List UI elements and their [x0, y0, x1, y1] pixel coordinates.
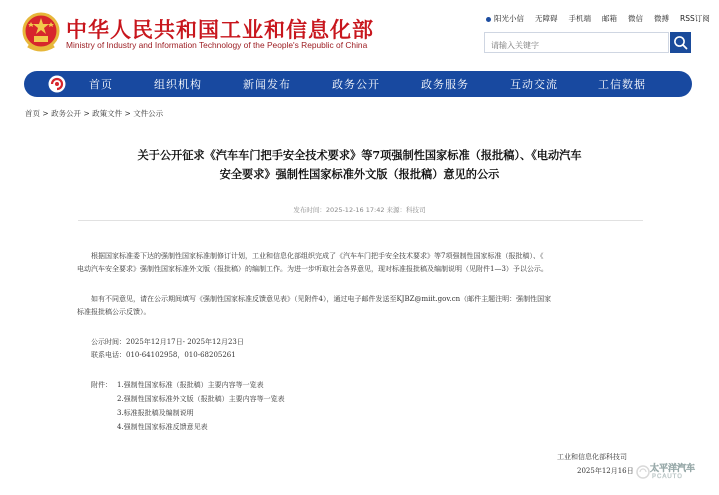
- nav-gov-services[interactable]: 政务服务: [421, 78, 469, 91]
- national-emblem-icon: [22, 12, 60, 52]
- attachment-link-4[interactable]: 4.强制性国家标准反馈意见表: [117, 423, 208, 431]
- article-title-line-2: 安全要求》强制性国家标准外文版（报批稿）意见的公示: [219, 167, 500, 181]
- site-title-en: Ministry of Industry and Information Technology of the People's Republic of China: [66, 40, 368, 50]
- top-link-accessibility[interactable]: 无障碍: [535, 14, 558, 23]
- sunshine-icon: [486, 17, 491, 22]
- watermark-text: 太平洋汽车: [650, 464, 696, 474]
- attachment-link-3[interactable]: 3.标准报批稿及编制说明: [117, 409, 194, 417]
- article-title-line-1: 关于公开征求《汽车车门把手安全技术要求》等7项强制性国家标准（报批稿）、《电动汽车: [137, 148, 582, 162]
- nav-organization[interactable]: 组织机构: [154, 78, 202, 91]
- breadcrumb-policy-files[interactable]: 政策文件: [92, 109, 123, 118]
- paragraph-1-line-1: 根据国家标准委下达的强制性国家标准制修订计划，工业和信息化部组织完成了《汽车车门把手安全技术要求》等7项强制性国家标准（报批稿）、《: [91, 252, 544, 260]
- top-link-sunshine[interactable]: 阳光小信: [486, 13, 524, 24]
- top-links: [486, 13, 710, 24]
- paragraph-2-line-1: 如有不同意见，请在公示期间填写《强制性国家标准反馈意见表》（见附件4），通过电子邮件发送至KJBZ@miit.gov.cn（邮件主题注明：强制性国家: [91, 295, 552, 303]
- article-meta: 发布时间：2025-12-16 17:42 来源：科技司: [293, 206, 426, 214]
- notice-period: 公示时间：2025年12月17日- 2025年12月23日: [91, 338, 244, 346]
- nav-interaction[interactable]: 互动交流: [510, 78, 558, 91]
- attachment-link-1[interactable]: 1.强制性国家标准（报批稿）主要内容等一览表: [117, 381, 264, 389]
- signature-org: 工业和信息化部科技司: [557, 453, 627, 461]
- attachments-label: 附件：: [91, 381, 112, 389]
- search-field: [484, 32, 669, 53]
- breadcrumb-gov-affairs[interactable]: 政务公开: [51, 109, 82, 118]
- breadcrumb-separator: >: [40, 109, 52, 118]
- top-link-weibo[interactable]: 微搏: [654, 14, 669, 23]
- divider: [78, 220, 643, 221]
- nav-gov-affairs[interactable]: 政务公开: [332, 78, 380, 91]
- top-link-wechat[interactable]: 微信: [628, 14, 643, 23]
- top-link-mail[interactable]: 邮箱: [602, 14, 617, 23]
- breadcrumb-file-notice[interactable]: 文件公示: [133, 109, 164, 118]
- search-input[interactable]: [485, 36, 668, 55]
- search-icon: [670, 32, 691, 53]
- breadcrumb-home[interactable]: 首页: [25, 109, 40, 118]
- breadcrumb: [25, 108, 163, 119]
- top-link-rss[interactable]: RSS订阅: [680, 14, 710, 23]
- site-title-cn[interactable]: 中华人民共和国工业和信息化部: [66, 18, 374, 42]
- watermark-subtext: PCAUTO: [652, 474, 683, 480]
- ministry-logo-icon[interactable]: [48, 75, 66, 93]
- nav-data[interactable]: 工信数据: [598, 78, 646, 91]
- paragraph-1-line-2: 电动汽车安全要求》强制性国家标准外文版（报批稿）的编制工作。为进一步听取社会各界意见，现对标准报批稿及编制说明（见附件1—3）予以公示。: [77, 265, 548, 273]
- attachment-link-2[interactable]: 2.强制性国家标准外文版（报批稿）主要内容等一览表: [117, 395, 285, 403]
- nav-news[interactable]: 新闻发布: [243, 78, 291, 91]
- nav-home[interactable]: 首页: [89, 78, 113, 91]
- breadcrumb-separator: >: [81, 109, 93, 118]
- top-link-mobile[interactable]: 手机端: [568, 14, 591, 23]
- search-button[interactable]: [670, 32, 691, 53]
- signature-date: 2025年12月16日: [577, 467, 634, 475]
- paragraph-2-line-2: 标准报批稿公示反馈）。: [77, 308, 151, 316]
- contact-phone: 联系电话：010-64102958，010-68205261: [91, 351, 236, 359]
- breadcrumb-separator: >: [122, 109, 134, 118]
